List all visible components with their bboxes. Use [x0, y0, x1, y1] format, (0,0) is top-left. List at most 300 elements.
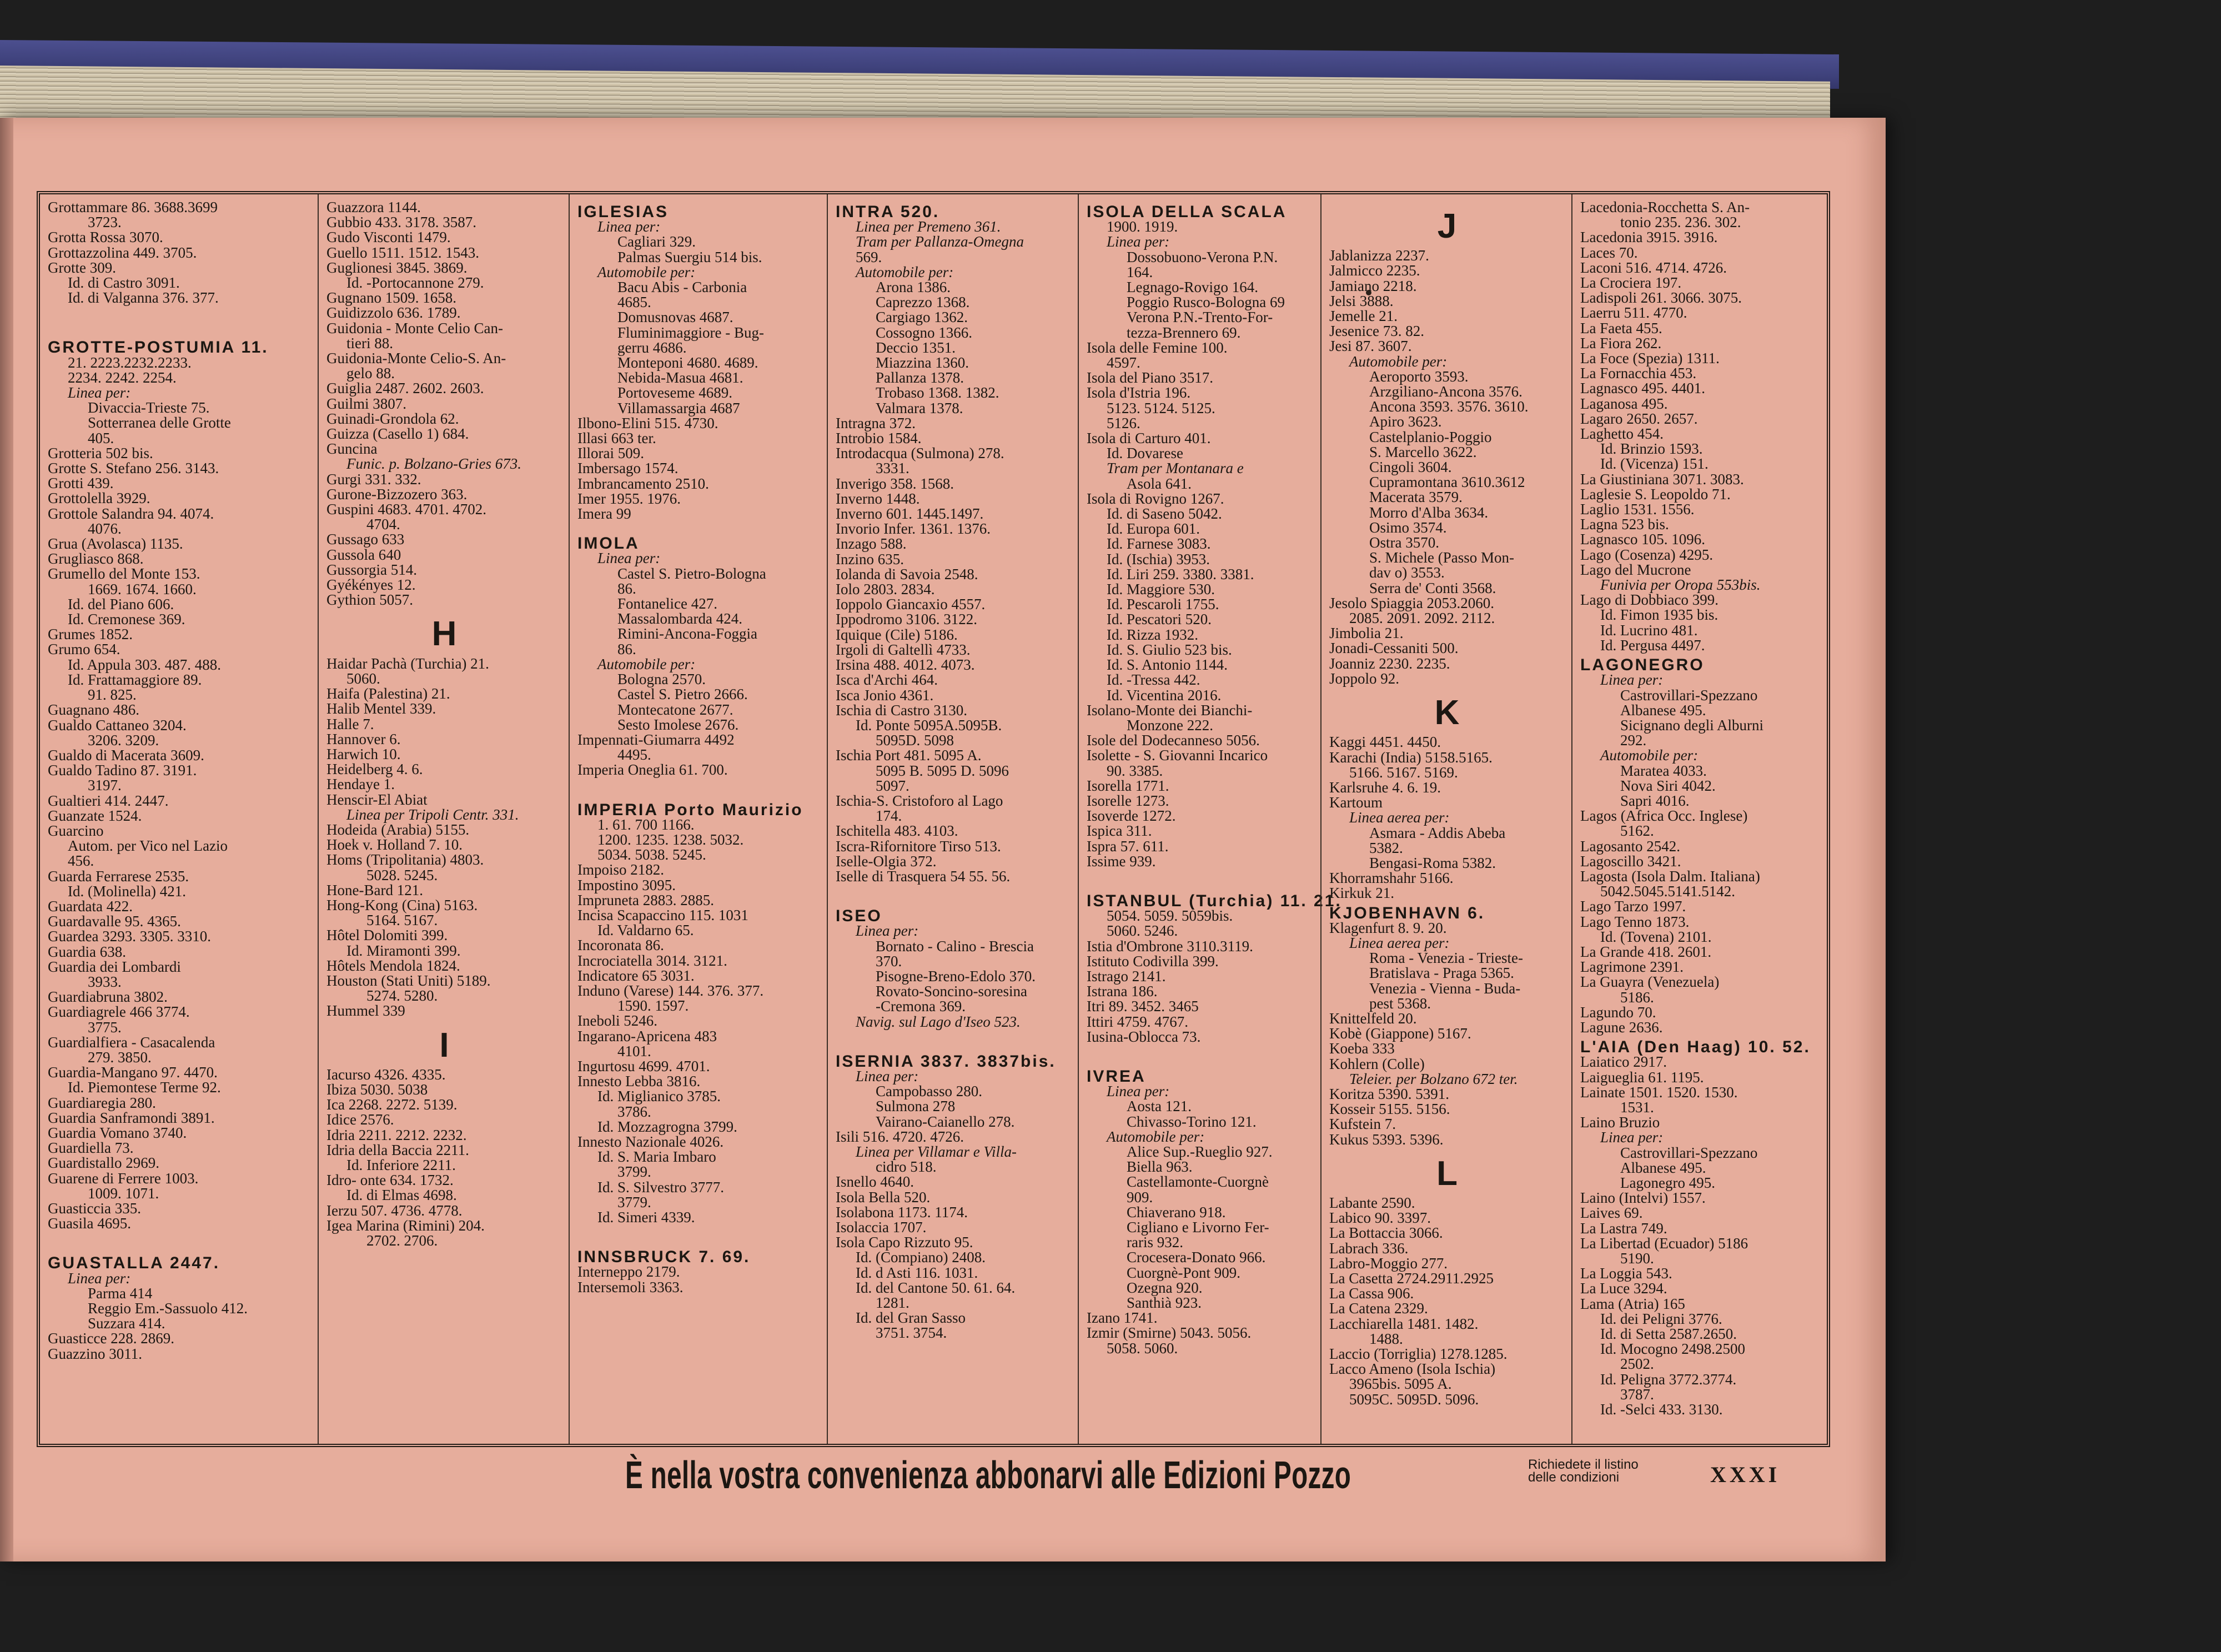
index-entry: raris 932.	[1127, 1234, 1183, 1251]
index-entry: 4597.	[1107, 354, 1140, 371]
index-entry: Castel S. Pietro 2666.	[617, 686, 748, 703]
index-column-6	[1320, 194, 1571, 1444]
index-entry: S. Michele (Passo Mon-	[1369, 549, 1514, 566]
index-entry: 3787.	[1620, 1385, 1654, 1403]
index-entry: 90. 3385.	[1107, 762, 1163, 779]
index-entry: Morro d'Alba 3634.	[1369, 504, 1489, 521]
index-entry: Invorio Infer. 1361. 1376.	[836, 520, 991, 538]
index-entry: Grottole Salandra 94. 4074.	[48, 505, 214, 522]
index-entry: Albanese 495.	[1620, 701, 1706, 719]
index-entry: Castellamonte-Cuorgnè	[1127, 1173, 1269, 1191]
index-entry: Halle 7.	[326, 715, 374, 732]
index-entry: 3775.	[88, 1018, 122, 1036]
index-entry: Idro- onte 634. 1732.	[326, 1172, 454, 1189]
index-entry: Nova Siri 4042.	[1620, 777, 1716, 794]
index-entry: Ingurtosu 4699. 4701.	[577, 1057, 710, 1074]
index-entry: Lagaro 2650. 2657.	[1580, 410, 1698, 427]
index-entry: 279. 3850.	[88, 1048, 152, 1066]
index-entry: Id. (Molinella) 421.	[68, 882, 186, 900]
index-entry: 4076.	[88, 520, 122, 537]
index-entry: Gudo Visconti 1479.	[326, 229, 451, 246]
index-entry: Serra de' Conti 3568.	[1369, 579, 1496, 596]
index-entry: Lagundo 70.	[1580, 1003, 1656, 1021]
index-entry: Linea aerea per:	[1349, 934, 1450, 951]
index-entry: Grotta Rossa 3070.	[48, 229, 163, 246]
index-entry: Isca d'Archi 464.	[836, 671, 938, 689]
index-entry: Inzino 635.	[836, 550, 904, 568]
index-entry: Grugliasco 868.	[48, 550, 144, 568]
entry-heading: LAGONEGRO	[1580, 656, 1705, 675]
entry-heading: ISOLA DELLA SCALA	[1087, 203, 1287, 221]
index-entry: Ibiza 5030. 5038	[326, 1081, 428, 1098]
index-entry: Jamiano 2218.	[1329, 277, 1417, 294]
index-entry: Hannover 6.	[326, 730, 401, 747]
index-entry: Ica 2268. 2272. 5139.	[326, 1096, 458, 1113]
index-entry: Id. Appula 303. 487. 488.	[68, 656, 221, 673]
index-entry: Ilbono-Elini 515. 4730.	[577, 414, 718, 431]
index-entry: 1488.	[1369, 1330, 1403, 1347]
section-letter: I	[439, 1026, 449, 1064]
index-entry: Ippodromo 3106. 3122.	[836, 611, 977, 628]
index-entry: Hôtels Mendola 1824.	[326, 957, 460, 974]
note-line-1: Richiedete il listino	[1528, 1457, 1639, 1472]
index-entry: Incisa Scapaccino 115. 1031	[577, 906, 748, 923]
index-entry: Guardia dei Lombardi	[48, 958, 181, 975]
index-entry: Id. Farnese 3083.	[1107, 535, 1211, 553]
index-entry: 5097.	[876, 777, 909, 794]
index-entry: Isorella 1771.	[1087, 777, 1169, 794]
index-entry: Iolo 2803. 2834.	[836, 581, 935, 598]
index-entry: 3197.	[88, 777, 122, 794]
index-entry: Venezia - Vienna - Buda-	[1369, 980, 1521, 997]
index-entry: Sesto Imolese 2676.	[617, 716, 739, 733]
index-entry: 5126.	[1107, 414, 1140, 431]
index-entry: Id. -Selci 433. 3130.	[1600, 1401, 1723, 1418]
index-entry: Induno (Varese) 144. 376. 377.	[577, 982, 764, 999]
index-entry: dav o) 3553.	[1369, 564, 1445, 581]
index-entry: Kohlern (Colle)	[1329, 1055, 1425, 1072]
index-entry: Id. Fimon 1935 bis.	[1600, 606, 1718, 624]
index-entry: Impennati-Giumarra 4492	[577, 731, 735, 748]
index-entry: Pisogne-Breno-Edolo 370.	[876, 967, 1036, 985]
index-entry: Inverigo 358. 1568.	[836, 475, 954, 492]
index-entry: Laglio 1531. 1556.	[1580, 501, 1695, 518]
index-entry: Caprezzo 1368.	[876, 294, 970, 311]
index-entry: 5042.5045.5141.5142.	[1600, 883, 1735, 900]
index-entry: Guardialfiera - Casacalenda	[48, 1033, 215, 1051]
index-entry: Id. Pergusa 4497.	[1600, 636, 1705, 654]
index-entry: Ostra 3570.	[1369, 534, 1439, 551]
index-entry: Isoverde 1272.	[1087, 807, 1176, 825]
index-entry: Id. Miramonti 399.	[346, 942, 461, 959]
index-entry: Istrago 2141.	[1087, 967, 1166, 985]
spacer	[836, 894, 1071, 904]
entry-heading: ISERNIA 3837. 3837bis.	[836, 1052, 1056, 1071]
spacer	[1087, 1055, 1314, 1064]
index-entry: Idice 2576.	[326, 1111, 394, 1128]
index-entry: Linea per:	[856, 922, 919, 940]
index-column-4	[827, 194, 1078, 1444]
index-entry: Osimo 3574.	[1369, 519, 1447, 536]
index-entry: Lama (Atria) 165	[1580, 1295, 1685, 1312]
index-entry: Irsina 488. 4012. 4073.	[836, 656, 975, 674]
index-entry: Kukus 5393. 5396.	[1329, 1131, 1444, 1148]
index-entry: Laces 70.	[1580, 244, 1638, 261]
index-entry: 5034. 5038. 5245.	[597, 846, 706, 863]
index-entry: cidro 518.	[876, 1158, 937, 1176]
spacer	[48, 325, 311, 335]
index-entry: Laives 69.	[1580, 1204, 1643, 1222]
index-entry: Guspini 4683. 4701. 4702.	[326, 501, 487, 518]
index-entry: Jablanizza 2237.	[1329, 247, 1429, 264]
index-entry: Navig. sul Lago d'Iseo 523.	[856, 1013, 1021, 1030]
index-entry: Lago (Cosenza) 4295.	[1580, 546, 1714, 563]
index-entry: Hong-Kong (Cina) 5163.	[326, 896, 478, 913]
index-entry: Automobile per:	[1349, 353, 1448, 370]
index-entry: 5186.	[1620, 988, 1654, 1006]
index-entry: Hôtel Dolomiti 399.	[326, 927, 448, 944]
index-entry: Lagosanto 2542.	[1580, 837, 1680, 855]
index-entry: Rovato-Soncino-soresina	[876, 983, 1027, 1000]
index-entry: 3933.	[88, 973, 122, 990]
index-entry: Gussago 633	[326, 531, 405, 548]
index-entry: Id. del Piano 606.	[68, 595, 174, 612]
index-entry: Lainate 1501. 1520. 1530.	[1580, 1083, 1738, 1101]
index-entry: Linea per:	[597, 218, 661, 235]
entry-heading: GUASTALLA 2447.	[48, 1254, 220, 1273]
index-entry: La Giustiniana 3071. 3083.	[1580, 470, 1744, 488]
index-entry: Id. di Valganna 376. 377.	[68, 289, 219, 307]
index-entry: Ancona 3593. 3576. 3610.	[1369, 398, 1529, 415]
section-letter: L	[1436, 1154, 1458, 1193]
index-entry: Henscir-El Abiat	[326, 791, 428, 808]
index-entry: Laerru 511. 4770.	[1580, 304, 1687, 322]
index-entry: Kobè (Giappone) 5167.	[1329, 1025, 1471, 1042]
index-entry: 5060. 5246.	[1107, 922, 1178, 940]
index-entry: Id. d Asti 116. 1031.	[856, 1264, 978, 1281]
index-entry: Ierzu 507. 4736. 4778.	[326, 1202, 463, 1219]
index-entry: Id. -Portocannone 279.	[346, 274, 484, 292]
index-entry: Id. S. Maria Imbaro	[597, 1148, 716, 1166]
index-entry: Gyékényes 12.	[326, 576, 416, 594]
index-entry: Iselle di Trasquera 54 55. 56.	[836, 867, 1011, 885]
index-entry: Laghetto 454.	[1580, 425, 1664, 443]
index-entry: Valmara 1378.	[876, 399, 963, 416]
index-entry: Laigueglia 61. 1195.	[1580, 1068, 1704, 1086]
index-entry: Montecatone 2677.	[617, 701, 733, 718]
index-entry: Guizza (Casello 1) 684.	[326, 425, 469, 443]
spacer	[1087, 879, 1314, 889]
index-entry: 5123. 5124. 5125.	[1107, 399, 1215, 416]
index-entry: Dossobuono-Verona P.N.	[1127, 248, 1278, 265]
index-entry: Guinadi-Grondola 62.	[326, 410, 459, 427]
index-entry: Poggio Rusco-Bologna 69	[1127, 294, 1285, 311]
index-entry: Houston (Stati Uniti) 5189.	[326, 972, 491, 989]
index-entry: Asola 641.	[1127, 475, 1192, 492]
index-entry: 2502.	[1620, 1355, 1654, 1373]
entry-heading: INNSBRUCK 7. 69.	[577, 1248, 751, 1267]
index-entry: 569.	[856, 248, 882, 265]
index-entry: Lagna 523 bis.	[1580, 516, 1669, 533]
index-entry: Crocesera-Donato 966.	[1127, 1249, 1266, 1266]
index-entry: Gualdo Tadino 87. 3191.	[48, 762, 197, 779]
spacer	[48, 1231, 311, 1241]
index-entry: Alice Sup.-Rueglio 927.	[1127, 1143, 1273, 1160]
index-entry: Grotte 309.	[48, 259, 116, 276]
entry-heading: IMPERIA Porto Maurizio	[577, 800, 803, 819]
index-entry: Labrach 336.	[1329, 1239, 1409, 1257]
index-entry: Itri 89. 3452. 3465	[1087, 998, 1199, 1015]
index-entry: Lagrimone 2391.	[1580, 958, 1684, 976]
index-entry: Lacchiarella 1481. 1482.	[1329, 1315, 1479, 1332]
index-entry: Ittiri 4759. 4767.	[1087, 1013, 1188, 1030]
index-entry: Laino (Intelvi) 1557.	[1580, 1189, 1706, 1207]
index-entry: Guilmi 3807.	[326, 395, 407, 412]
index-entry: 5274. 5280.	[366, 987, 438, 1005]
index-frame	[37, 191, 1830, 1447]
index-entry: Guazzora 1144.	[326, 199, 421, 215]
index-entry: Chiaverano 918.	[1127, 1203, 1226, 1221]
index-entry: Lagos (Africa Occ. Inglese)	[1580, 807, 1748, 825]
index-entry: Vairano-Caianello 278.	[876, 1113, 1015, 1130]
index-entry: Iolanda di Savoia 2548.	[836, 565, 978, 583]
index-entry: Klagenfurt 8. 9. 20.	[1329, 919, 1447, 936]
index-entry: Knittelfeld 20.	[1329, 1010, 1417, 1027]
index-entry: Massalombarda 424.	[617, 610, 742, 627]
index-entry: Deccio 1351.	[876, 339, 956, 356]
index-entry: Automobile per:	[1107, 1128, 1205, 1145]
index-entry: 5095D. 5098	[876, 732, 954, 749]
index-entry: Isili 516. 4720. 4726.	[836, 1128, 964, 1145]
index-entry: Gythion 5057.	[326, 591, 414, 609]
index-entry: Koeba 333	[1329, 1040, 1395, 1057]
index-entry: La Casetta 2724.2911.2925	[1329, 1270, 1494, 1287]
index-entry: Iselle-Olgia 372.	[836, 852, 937, 870]
index-entry: Guardiabruna 3802.	[48, 988, 168, 1006]
index-entry: Linea per Villamar e Villa-	[856, 1143, 1017, 1160]
index-entry: Id. Frattamaggiore 89.	[68, 671, 202, 688]
index-entry: Gubbio 433. 3178. 3587.	[326, 214, 476, 231]
index-entry: Id. Liri 259. 3380. 3381.	[1107, 565, 1254, 583]
spacer	[836, 1030, 1071, 1040]
index-entry: Id. del Cantone 50. 61. 64.	[856, 1279, 1016, 1296]
index-entry: Ischia Port 481. 5095 A.	[836, 747, 982, 764]
index-entry: Biella 963.	[1127, 1158, 1193, 1176]
index-entry: Automobile per:	[597, 655, 696, 672]
index-entry: -Cremona 369.	[876, 998, 966, 1015]
index-entry: 3779.	[617, 1193, 651, 1211]
index-entry: Joppolo 92.	[1329, 670, 1400, 687]
spacer	[836, 884, 1071, 894]
index-entry: Jesolo Spiaggia 2053.2060.	[1329, 594, 1494, 611]
index-entry: La Fiora 262.	[1580, 334, 1662, 352]
index-entry: Guglionesi 3845. 3869.	[326, 259, 468, 276]
index-entry: Cigliano e Livorno Fer-	[1127, 1219, 1269, 1236]
section-letter: K	[1434, 694, 1460, 732]
index-entry: Heidelberg 4. 6.	[326, 761, 423, 778]
price-list-note	[1528, 1458, 1667, 1484]
index-entry: 405.	[88, 429, 114, 446]
index-entry: 5028. 5245.	[366, 866, 438, 883]
spacer	[577, 788, 820, 798]
index-entry: Grumes 1852.	[48, 626, 133, 643]
index-entry: Ispica 311.	[1087, 822, 1152, 840]
index-entry: Verona P.N.-Trento-For-	[1127, 309, 1273, 326]
index-entry: Karlsruhe 4. 6. 19.	[1329, 779, 1441, 796]
index-entry: Chivasso-Torino 121.	[1127, 1113, 1257, 1130]
index-entry: Linea per:	[856, 1067, 919, 1084]
index-entry: Imperia Oneglia 61. 700.	[577, 761, 728, 779]
index-entry: Reggio Em.-Sassuolo 412.	[88, 1300, 248, 1317]
index-entry: Guasticce 228. 2869.	[48, 1330, 174, 1347]
index-entry: Inzago 588.	[836, 535, 907, 553]
entry-heading: IGLESIAS	[577, 203, 669, 221]
index-entry: Domusnovas 4687.	[617, 309, 733, 326]
entry-heading: L'AIA (Den Haag) 10. 52.	[1580, 1038, 1811, 1057]
index-entry: Asmara - Addis Abeba	[1369, 824, 1506, 841]
index-entry: Guasticcia 335.	[48, 1200, 141, 1217]
index-entry: Imer 1955. 1976.	[577, 490, 681, 507]
index-entry: Bologna 2570.	[617, 671, 706, 688]
index-entry: Ispra 57. 611.	[1087, 837, 1169, 855]
index-entry: Sotterranea delle Grotte	[88, 414, 231, 431]
section-letter: H	[431, 615, 457, 654]
index-entry: Karachi (India) 5158.5165.	[1329, 749, 1493, 766]
index-entry: 1590. 1597.	[617, 997, 689, 1015]
spacer	[1087, 869, 1314, 879]
index-entry: Id. S. Giulio 523 bis.	[1107, 641, 1232, 658]
index-entry: Autom. per Vico nel Lazio	[68, 837, 228, 855]
index-entry: Id. Rizza 1932.	[1107, 626, 1198, 643]
index-entry: Incoronata 86.	[577, 937, 664, 954]
index-entry: Lacedonia-Rocchetta S. An-	[1580, 199, 1750, 215]
index-entry: Miazzina 1360.	[876, 354, 969, 371]
index-entry: Fontanelice 427.	[617, 595, 717, 612]
index-entry: 174.	[876, 807, 902, 825]
index-entry: Id. S. Antonio 1144.	[1107, 656, 1228, 674]
index-entry: Grotti 439.	[48, 475, 114, 492]
index-entry: Aosta 121.	[1127, 1098, 1192, 1115]
index-entry: Funic. p. Bolzano-Gries 673.	[346, 455, 521, 473]
index-entry: Id. di Setta 2587.2650.	[1600, 1325, 1737, 1343]
index-entry: Khorramshahr 5166.	[1329, 870, 1454, 887]
index-entry: Santhià 923.	[1127, 1294, 1202, 1312]
spacer	[48, 315, 311, 325]
index-entry: La Cassa 906.	[1329, 1285, 1414, 1302]
entry-heading: IMOLA	[577, 534, 640, 553]
index-entry: Linea per:	[1600, 671, 1664, 689]
index-entry: Lago Tenno 1873.	[1580, 913, 1690, 930]
index-entry: Hendaye 1.	[326, 776, 395, 793]
index-entry: 5060.	[346, 670, 380, 687]
index-entry: Roma - Venezia - Trieste-	[1369, 950, 1523, 967]
index-entry: Gugnano 1509. 1658.	[326, 289, 456, 307]
index-entry: Imbrancamento 2510.	[577, 475, 709, 492]
entry-heading: KJOBENHAVN 6.	[1329, 903, 1485, 922]
entry-heading: GROTTE-POSTUMIA 11.	[48, 338, 269, 357]
index-entry: Interneppo 2179.	[577, 1263, 680, 1281]
index-entry: 4685.	[617, 294, 651, 311]
index-entry: Id. Europa 601.	[1107, 520, 1200, 538]
entry-heading: ISTANBUL (Turchia) 11. 21.	[1087, 891, 1342, 910]
index-entry: Linea per:	[68, 384, 131, 401]
index-entry: Grua (Avolasca) 1135.	[48, 535, 183, 553]
index-entry: Cingoli 3604.	[1369, 459, 1452, 476]
index-entry: Kirkuk 21.	[1329, 885, 1394, 902]
index-entry: Id. Cremonese 369.	[68, 611, 185, 628]
index-entry: Campobasso 280.	[876, 1083, 982, 1100]
index-entry: Incrociatella 3014. 3121.	[577, 952, 727, 969]
index-entry: 4704.	[366, 516, 400, 533]
subscription-slogan: È nella vostra convenienza abbonarvi alle Edizioni Pozzo	[625, 1453, 1351, 1497]
index-entry: Id. Vicentina 2016.	[1107, 686, 1222, 704]
index-entry: Cossogno 1366.	[876, 324, 973, 341]
index-entry: Ladispoli 261. 3066. 3075.	[1580, 289, 1742, 307]
index-entry: Id. Lucrino 481.	[1600, 621, 1698, 639]
index-entry: Isola del Piano 3517.	[1087, 369, 1213, 386]
index-entry: Id. Ponte 5095A.5095B.	[856, 716, 1002, 734]
index-entry: Id. di Castro 3091.	[68, 274, 180, 292]
index-entry: tieri 88.	[346, 334, 393, 352]
entry-heading: INTRA 520.	[836, 203, 940, 221]
index-entry: Labico 90. 3397.	[1329, 1209, 1431, 1227]
index-entry: Linea per:	[68, 1269, 131, 1287]
index-entry: Nebida-Masua 4681.	[617, 369, 743, 386]
index-entry: Id. Valdarno 65.	[597, 922, 694, 939]
index-entry: Grotte S. Stefano 256. 3143.	[48, 460, 219, 477]
index-entry: La Loggia 543.	[1580, 1265, 1672, 1282]
index-entry: Linea per Premeno 361.	[856, 218, 1001, 235]
index-entry: Aeroporto 3593.	[1369, 368, 1469, 385]
index-entry: Sapri 4016.	[1620, 792, 1690, 809]
index-entry: Ioppolo Giancaxio 4557.	[836, 596, 986, 613]
spacer	[577, 1225, 820, 1235]
index-entry: La Catena 2329.	[1329, 1300, 1428, 1317]
index-entry: Guasila 4695.	[48, 1215, 131, 1232]
index-entry: Izano 1741.	[1087, 1309, 1158, 1327]
directory-page	[0, 118, 1886, 1561]
index-entry: Harwich 10.	[326, 745, 401, 762]
index-entry: Guardata 422.	[48, 897, 133, 915]
index-column-3	[569, 194, 827, 1444]
index-entry: Id. del Gran Sasso	[856, 1309, 966, 1327]
index-entry: Jalmicco 2235.	[1329, 262, 1420, 279]
index-entry: Legnago-Rovigo 164.	[1127, 279, 1258, 296]
index-entry: Isolaccia 1707.	[836, 1219, 927, 1236]
index-entry: Imera 99	[577, 505, 631, 523]
index-entry: Isola Bella 520.	[836, 1188, 931, 1206]
index-entry: Kufstein 7.	[1329, 1116, 1396, 1133]
index-entry: Gussorgia 514.	[326, 561, 418, 578]
index-entry: Villamassargia 4687	[617, 399, 740, 416]
index-entry: 3331.	[876, 460, 909, 477]
index-entry: 5095C. 5095D. 5096.	[1349, 1390, 1479, 1408]
index-entry: Isola d'Istria 196.	[1087, 384, 1191, 401]
index-entry: Guardia-Mangano 97. 4470.	[48, 1064, 218, 1081]
index-entry: 5058. 5060.	[1107, 1339, 1178, 1357]
index-entry: Linea per:	[1107, 1083, 1170, 1100]
index-entry: Guiglia 2487. 2602. 2603.	[326, 380, 484, 397]
index-entry: 456.	[68, 852, 94, 870]
index-entry: Id. Pescatori 520.	[1107, 611, 1212, 628]
index-entry: Inverno 601. 1445.1497.	[836, 505, 984, 523]
index-entry: Haidar Pachà (Turchia) 21.	[326, 655, 489, 672]
index-entry: 909.	[1127, 1188, 1153, 1206]
index-entry: Isnello 4640.	[836, 1173, 914, 1191]
index-entry: Cagliari 329.	[617, 233, 696, 250]
index-entry: Id. Piemontese Terme 92.	[68, 1079, 221, 1096]
index-entry: Isorelle 1273.	[1087, 792, 1169, 809]
